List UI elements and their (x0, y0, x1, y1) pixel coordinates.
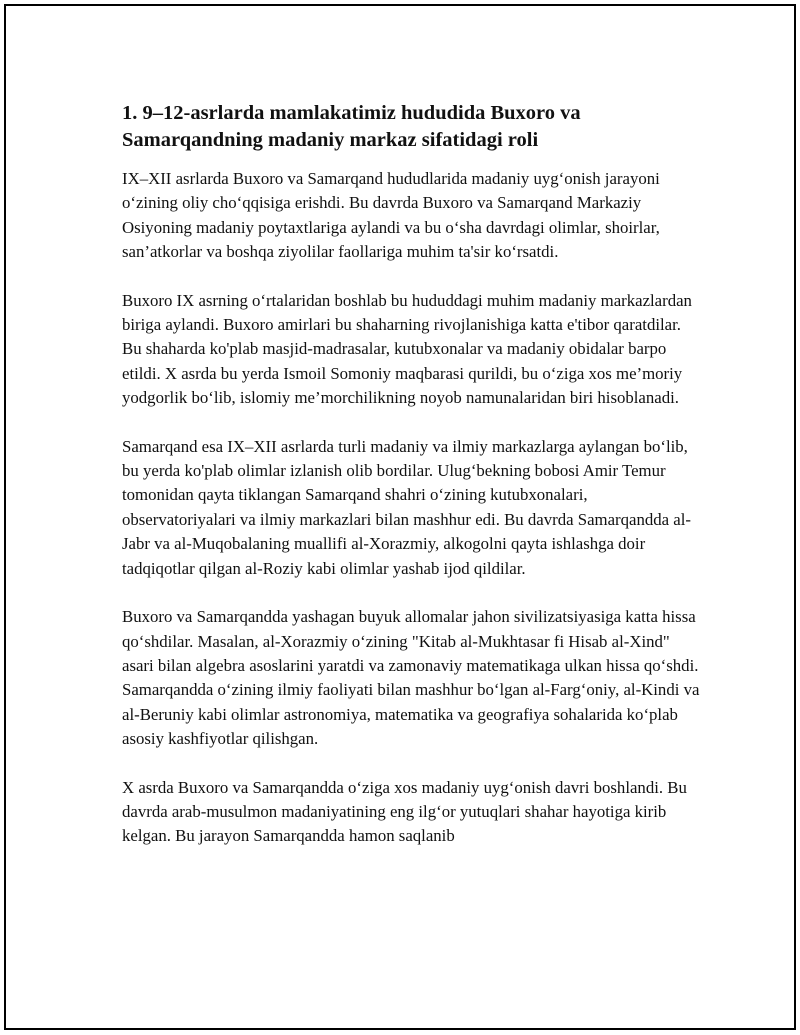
document-page (4, 4, 796, 1030)
section-title: 9–12-asrlarda mamlakatimiz hududida Buxoro va Samarqandning madaniy markaz sifatidagi roli (122, 102, 581, 151)
paragraph: Samarqand esa IX–XII asrlarda turli madaniy va ilmiy markazlarga aylangan boʻlib, bu yerda ko'plab olimlar izlanish olib bordilar. Ulugʻbekning bobosi Amir Temur tomonidan qayta tiklangan Samarqand shahri oʻzining kutubxonalari, observatoriyalari va ilmiy markazlari bilan mashhur edi. Bu davrda Samarqandda al-Jabr va al-Muqobalaning muallifi al-Xorazmiy, alkogolni qayta ishlashga doir tadqiqotlar qilgan al-Roziy kabi olimlar yashab ijod qildilar. (122, 436, 691, 578)
paragraph: X asrda Buxoro va Samarqandda oʻziga xos madaniy uygʻonish davri boshlandi. Bu davrda arab-musulmon madaniyatining eng ilgʻor yutuqlari shahar hayotiga kirib kelgan. Bu jarayon Samarqandda hamon saqlanib (122, 777, 687, 846)
section-heading (122, 100, 702, 154)
document-body (122, 100, 702, 873)
paragraph: Buxoro IX asrning oʻrtalaridan boshlab bu hududdagi muhim madaniy markazlardan biriga aylandi. Buxoro amirlari bu shaharning rivojlanishiga katta e'tibor qaratdilar. Bu shaharda ko'plab masjid-madrasalar, kutubxonalar va madaniy obidalar barpo etildi. X asrda bu yerda Ismoil Somoniy maqbarasi qurildi, bu oʻziga xos me’moriy yodgorlik boʻlib, islomiy me’morchilikning noyob namunalaridan biri hisoblanadi. (122, 290, 692, 408)
section-number: 1. (122, 102, 138, 124)
paragraph: Buxoro va Samarqandda yashagan buyuk allomalar jahon sivilizatsiyasiga katta hissa qoʻshdilar. Masalan, al-Xorazmiy oʻzining "Kitab al-Mukhtasar fi Hisab al-Xind" asari bilan algebra asoslarini yaratdi va zamonaviy matematikaga ulkan hissa qoʻshdi. Samarqandda oʻzining ilmiy faoliyati bilan mashhur boʻlgan al-Fargʻoniy, al-Kindi va al-Beruniy kabi olimlar astronomiya, matematika va geografiya sohalarida koʻplab asosiy kashfiyotlar qilishgan. (122, 607, 700, 749)
paragraph: IX–XII asrlarda Buxoro va Samarqand hududlarida madaniy uygʻonish jarayoni oʻzining oliy choʻqqisiga erishdi. Bu davrda Buxoro va Samarqand Markaziy Osiyoning madaniy poytaxtlariga aylandi va bu oʻsha davrdagi olimlar, shoirlar, san’atkorlar va boshqa ziyolilar faollariga muhim ta'sir koʻrsatdi. (122, 169, 660, 262)
